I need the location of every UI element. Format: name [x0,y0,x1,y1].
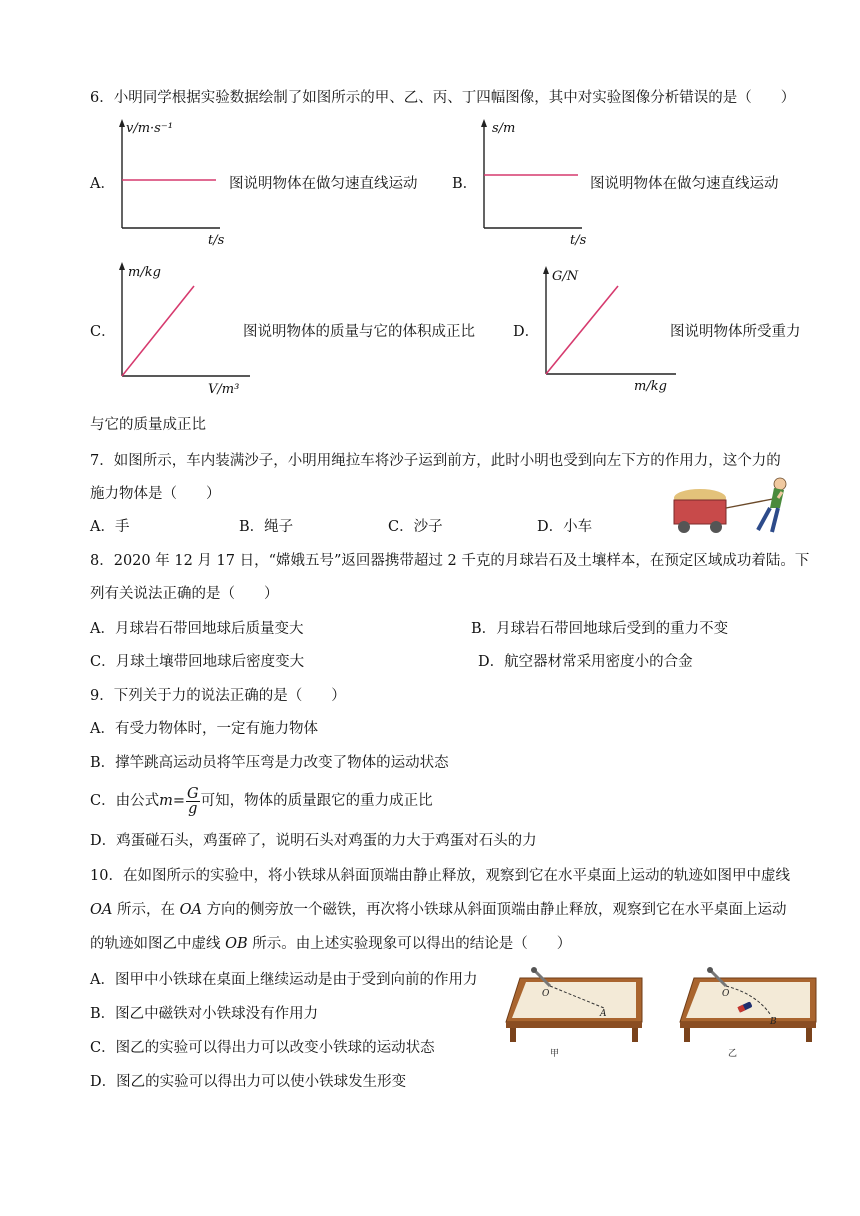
graph-d-y-arrow [543,266,549,274]
q10-option-d: D．图乙的实验可以得出力可以使小铁球发生形变 [90,1074,407,1090]
graph-b-y-arrow [481,119,487,127]
q10-stem-line1: 10．在如图所示的实验中，将小铁球从斜面顶端由静止释放，观察到它在水平桌面上运动的轨迹如图甲中虚线 [90,868,790,884]
q10-stem-line2-text-b: 方向的侧旁放一个磁铁，再次将小铁球从斜面顶端由静止释放，观察到它在水平桌面上运动 [201,902,787,918]
q9-formula-lhs: m [159,793,173,809]
q7-stem-line2: 施力物体是（ ） [90,486,221,502]
q10-stem-line2 [90,900,787,920]
table-yi-leg-left [684,1028,690,1042]
boy-shirt [770,488,784,508]
q8-option-a: A．月球岩石带回地球后质量变大 [90,621,304,637]
q6-option-a-label: A． [90,176,115,192]
q6-option-b-text: 图说明物体在做匀速直线运动 [590,176,779,192]
graph-b-ylabel: s/m [492,121,516,136]
table-jia-edge [506,1022,642,1028]
q9-formula-fraction [186,787,200,816]
q10-option-b: B．图乙中磁铁对小铁球没有作用力 [90,1006,319,1022]
graph-d-line [546,286,618,374]
q9-formula-numerator: G [187,785,199,802]
graph-a-ylabel: v/m·s⁻¹ [126,121,173,136]
graph-c-y-arrow [119,262,125,270]
q9-formula-denominator: g [188,800,198,817]
q7-stem-line1: 7．如图所示，车内装满沙子，小明用绳拉车将沙子运到前方，此时小明也受到向左下方的作用力，这个力的 [90,453,781,469]
q9-formula-eq: = [172,793,186,809]
cart-body [674,500,726,524]
q6-option-d-continued: 与它的质量成正比 [90,417,206,433]
q10-label-ob: OB [225,936,248,952]
table-yi-ball [707,967,713,973]
table-jia-caption: 甲 [550,1049,560,1059]
cart-wheel-front [710,521,722,533]
q9-option-b: B．撑竿跳高运动员将竿压弯是力改变了物体的运动状态 [90,755,449,771]
q9-option-c-prefix: C．由公式 [90,793,160,809]
cart-boy-illustration [670,474,800,538]
table-figure-yi [674,964,824,1064]
rope [726,498,778,508]
q8-stem-line1: 8．2020 年 12 月 17 日，“嫦娥五号”返回器携带超过 2 千克的月球岩石及土壤样本，在预定区域成功着陆。下 [90,553,810,569]
table-yi-point-b: B [770,1017,777,1027]
table-yi-edge [680,1022,816,1028]
graph-c [108,258,258,398]
q7-option-d: D．小车 [537,519,593,535]
q10-stem-line3-text-b: 所示。由上述实验现象可以得出的结论是（ ） [247,936,572,952]
table-jia-leg-right [632,1028,638,1042]
q10-option-a: A．图甲中小铁球在桌面上继续运动是由于受到向前的作用力 [90,972,478,988]
graph-c-line [122,286,194,376]
boy-legs [758,508,778,532]
table-yi-point-o: O [722,989,730,999]
q10-stem-line2-text-a: 所示，在 [112,902,180,918]
q7-option-c: C．沙子 [388,519,443,535]
q10-label-oa-2: OA [179,902,202,918]
table-jia-ball [531,967,537,973]
q6-option-b-label: B． [452,176,478,192]
table-yi-leg-right [806,1028,812,1042]
q9-option-c-suffix: 可知，物体的质量跟它的重力成正比 [200,793,433,809]
q6-option-d-label: D． [513,324,540,340]
q8-option-d: D．航空器材常采用密度小的合金 [478,654,693,670]
q6-option-d-text: 图说明物体所受重力 [670,324,801,340]
q8-stem-line2: 列有关说法正确的是（ ） [90,586,279,602]
table-jia-leg-left [510,1028,516,1042]
q8-option-b: B．月球岩石带回地球后受到的重力不变 [471,621,729,637]
table-yi-caption: 乙 [728,1049,738,1059]
graph-d-xlabel: m/kg [634,379,667,394]
table-figure-jia [500,964,650,1064]
q9-stem: 9．下列关于力的说法正确的是（ ） [90,688,346,704]
q6-option-c-text: 图说明物体的质量与它的体积成正比 [243,324,475,340]
q10-label-oa-1: OA [90,902,113,918]
table-jia-top [512,982,636,1018]
q8-option-c: C．月球土壤带回地球后密度变大 [90,654,305,670]
q9-option-d: D．鸡蛋碰石头，鸡蛋碎了，说明石头对鸡蛋的力大于鸡蛋对石头的力 [90,833,537,849]
q6-option-c-label: C． [90,324,116,340]
q6-stem: 6．小明同学根据实验数据绘制了如图所示的甲、乙、丙、丁四幅图像，其中对实验图像分析错误的是（ ） [90,90,796,106]
graph-d-ylabel: G/N [552,269,579,284]
cart-wheel-rear [678,521,690,533]
graph-c-ylabel: m/kg [128,265,161,280]
table-jia-point-o: O [542,989,550,999]
q10-stem-line3 [90,934,571,954]
q10-option-c: C．图乙的实验可以得出力可以改变小铁球的运动状态 [90,1040,435,1056]
graph-c-xlabel: V/m³ [208,382,240,397]
table-yi-top [686,982,810,1018]
q6-option-a-text: 图说明物体在做匀速直线运动 [229,176,418,192]
q9-option-c [90,786,433,816]
graph-b-xlabel: t/s [570,233,587,248]
graph-a-y-arrow [119,119,125,127]
table-jia-point-a: A [600,1009,607,1019]
graph-d [530,258,680,398]
q9-option-a: A．有受力物体时，一定有施力物体 [90,721,318,737]
q7-option-a: A．手 [90,519,130,535]
q10-stem-line3-text-a: 的轨迹如图乙中虚线 [90,936,226,952]
graph-a [108,116,228,248]
q7-option-b: B．绳子 [239,519,294,535]
graph-a-xlabel: t/s [208,233,225,248]
graph-b [470,116,590,248]
boy-head [774,478,786,490]
